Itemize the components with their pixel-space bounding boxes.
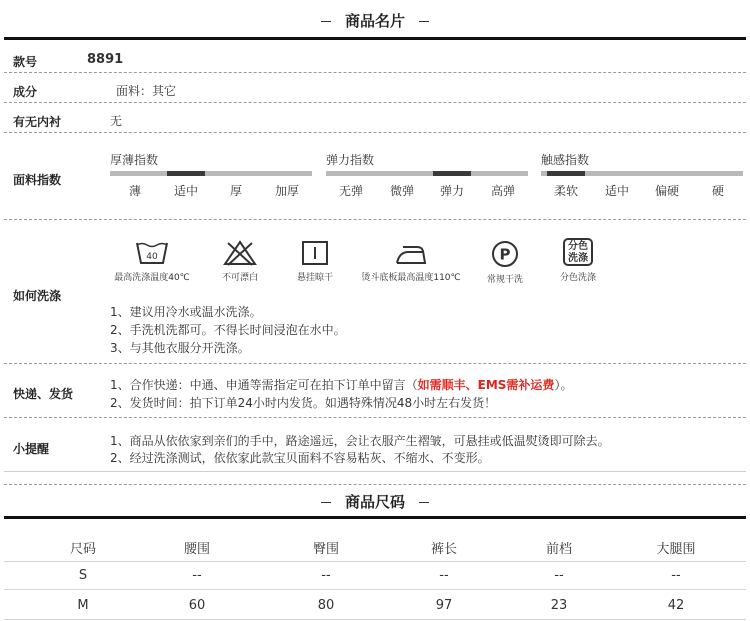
wash-note: 2、手洗机洗都可。不得长时间浸泡在水中。 [110,323,346,337]
gauge-option: 无弹 [338,184,363,198]
table-row-line [4,561,746,562]
care-caption: 悬挂晾干 [296,273,333,283]
wash-separately-line2: 洗涤 [568,253,588,264]
shipping-label: 快递、发货 [13,387,74,401]
size-cell: -- [321,568,331,583]
gauge-option: 薄 [128,184,141,198]
size-title-rule [4,516,746,519]
wash-separately-item [552,238,604,283]
reminder-line: 2、经过洗涤测试，依依家此款宝贝面料不容易粘灰、不缩水、不变形。 [110,451,490,465]
title-dash-right [419,502,429,503]
table-row-line [4,619,746,620]
size-cell: -- [671,568,681,583]
size-header: 尺码 [69,542,96,557]
wash-separately-line1: 分色 [568,241,588,252]
divider [4,363,746,364]
shipping-line-2: 2、发货时间：拍下订单24小时内发货。如遇特殊情况48小时左右发货！ [110,396,497,410]
gauge-option: 厚 [229,184,242,198]
size-cell: 60 [188,598,206,613]
size-cell: S [78,568,88,583]
size-cell: 42 [667,598,685,613]
iron-icon [393,240,429,266]
style-no-value: 8891 [87,52,124,67]
gauge-title: 弹力指数 [326,153,375,167]
gauge-option: 适中 [173,184,198,198]
divider [4,132,746,133]
size-header: 腰围 [183,542,210,557]
title-dash-left [321,21,331,22]
care-caption: 烫斗底板最高温度110℃ [361,273,461,283]
card-bottom-line [4,471,746,472]
fabric-index-label: 面料指数 [13,173,62,187]
size-cell: M [77,598,89,613]
dry-clean-item [480,240,530,285]
divider [4,72,746,73]
gauge-option: 微弹 [389,184,414,198]
title-dash-right [419,21,429,22]
divider [4,484,746,485]
reminder-line: 1、商品从依依家到亲们的手中，路途遥远，会让衣服产生褶皱，可悬挂或低温熨烫即可除去。 [110,434,610,448]
no-bleach-icon [223,240,257,266]
table-row-line [4,589,746,590]
gauge-option: 适中 [604,184,629,198]
dry-clean-icon [491,240,519,268]
size-header: 大腿围 [656,542,696,557]
gauge-selected-fill [433,171,471,176]
gauge-option: 柔软 [553,184,578,198]
iron-item [355,240,467,283]
care-caption: 最高洗涤温度40℃ [114,273,190,283]
gauge-option: 弹力 [439,184,464,198]
size-cell: -- [554,568,564,583]
size-header: 前档 [545,542,572,557]
size-cell: 97 [435,598,453,613]
gauge-option: 偏硬 [654,184,679,198]
card-title-rule [4,37,746,40]
gauge-title: 厚薄指数 [110,153,159,167]
gauge-title: 触感指数 [541,153,590,167]
gauge-bar [326,171,528,176]
size-cell: -- [439,568,449,583]
size-cell: -- [192,568,202,583]
title-dash-left [321,502,331,503]
no-bleach-item [214,240,266,283]
wash-temp-text: 40 [146,252,158,262]
wash-40-item [110,240,194,283]
gauge-option: 硬 [711,184,724,198]
gauge-selected-fill [547,171,585,176]
style-no-label: 款号 [13,55,38,69]
wash-note: 1、建议用冷水或温水洗涤。 [110,305,262,319]
hang-dry-item [288,240,342,283]
shipping-extra-fee-note: 如需顺丰、EMS需补运费 [417,378,555,392]
dry-clean-letter: P [499,245,511,264]
gauge-bar [110,171,312,176]
size-header: 裤长 [430,542,457,557]
size-section-title: 商品尺码 [0,491,750,512]
care-caption: 分色洗涤 [559,273,596,283]
lining-value: 无 [110,114,123,128]
gauge-selected-fill [167,171,205,176]
care-caption: 不可漂白 [221,273,258,283]
composition-value: 面料：其它 [116,84,177,98]
size-header: 臀围 [312,542,339,557]
lining-label: 有无内衬 [13,115,62,129]
reminder-label: 小提醒 [13,442,50,456]
size-cell: 23 [550,598,568,613]
wash-note: 3、与其他衣服分开洗涤。 [110,341,250,355]
gauge-option: 高弹 [490,184,515,198]
washing-label: 如何洗涤 [13,289,62,303]
shipping-line-1: 1、合作快递：中通、申通等需指定可在拍下订单中留言（如需顺丰、EMS需补运费）。 [110,378,573,392]
gauge-bar [541,171,743,176]
care-caption: 常规干洗 [486,275,523,285]
divider [4,219,746,220]
size-cell: 80 [317,598,335,613]
wash-separately-icon [563,238,593,266]
hang-dry-icon [300,240,330,266]
divider [4,417,746,418]
gauge-option: 加厚 [274,184,299,198]
card-section-title: 商品名片 [0,10,750,31]
divider [4,102,746,103]
wash-40-icon [135,240,169,266]
composition-label: 成分 [13,85,38,99]
